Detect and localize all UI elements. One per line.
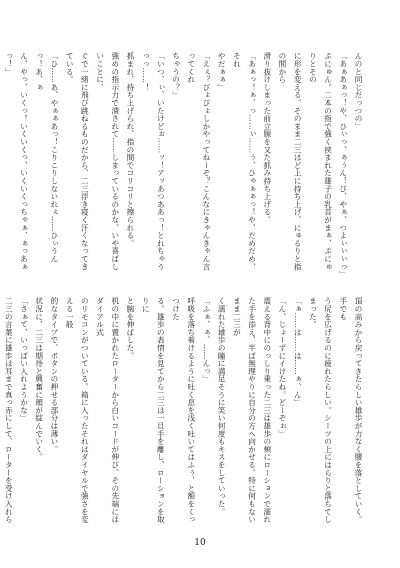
text-line: ぷにゅん。二本の指で強く挟まれた雄子の乳首がまぁ、ぷにゅりとその [308,52,333,271]
text-line: 状況に、二三は期待と興奮に顔が綻んでいく。 [34,297,44,461]
text-line: 呼吸を落ち着けるように吐く息を浅く吐いてはふぅ、と額をくっつけた [171,297,196,524]
text-line: 滑り抜けしまった前立腺を又た抓み持ち上げる。 [262,52,272,224]
text-line: う尻を広げるのに疲れたらしい。シーツの上にはらりと落ちてしまった。 [308,297,333,524]
text-line: 「あぁあぁっ！や、ひぃっ、ぁぅん！び、やぁ、つよぃぃぃっ」 [338,52,348,279]
text-line: 的なタイプで、ボタンの押せる部分は薄い。 [49,297,59,453]
page-number: 10 [194,538,206,548]
text-line: 「あぁっ！ぁ、っ……ぃ……ぅ、ひゃぁぁっ！や、だめだめ、それ [232,52,257,271]
text-line: ちゃうの？」 [171,52,181,99]
text-line: 「いつ、ぃ、いたけどぉ……ッ！アッあつああっ！とれちゃうっっ……！ [141,52,166,271]
text-line: 「えぇ？ぴょぴょしかやってねーぞ？こんなにきゃんきゃん言ってくれ [186,52,211,271]
text-line: のリモコンがついている。箱に入ったそれはダイヤルで強さを変える一般 [65,297,90,524]
text-line: に形を変える。そのまま二三ほど上に持ち上げ、にゅるりと指の間から [277,52,303,271]
text-block-upper [4,52,366,279]
text-line: 「ふぁ、ぁ、……んっ」 [201,297,211,383]
text-line: る。雄歩の表情を見てから二三は一旦手を離し、ローションを取りに [141,297,166,524]
text-line: 抓まれ、持ち上げられ、指の間でコリコリと擦られる。 [125,52,135,247]
text-block-lower [4,297,366,527]
text-line: と腕を伸ばした。 [125,297,135,360]
text-line [0,52,1,277]
text-line: 机の中に置かれたローターから白いコードが伸び、その先端にはダイアル式 [95,297,120,524]
text-line: く濡れた雄歩の瞳に満足そうに笑い何度もキスをしていった。 [217,297,227,516]
text-line: やだぁぁ」 [217,52,227,91]
text-line: 「ん、じょーずにイけたね。どーぞぉ」 [277,297,287,438]
text-line: んのと同じだっつの」 [354,52,363,130]
text-line: ん、やっ、いくっ！いくいくっ、いくいくっちゃぁ、ぁっあぁっ！」 [4,52,29,271]
text-line: 強めの指示力で潰されて……しまっているのかな、いや喜ばしいことに、 [95,52,120,271]
text-line: 震える背中にのっしり乗った二三は雄歩の頬にローションで濡れ [262,297,272,524]
text-line: 「さぁて、いっぱい入れようかな」 [19,297,29,422]
text-line: ぐで一緒に飛び跳ねるものだから、二三浮き寝く汗くなってきている。 [65,52,90,271]
text-line: 「ぁ……は……は……ぁ、ん」 [293,297,303,407]
text-line: た手を添え、半ば無理やりに自分の方へ向かせる。特に何もないまま二三が [232,297,257,524]
text-line: 二三の言葉に雄歩は耳まで真っ赤にして、ローターを受け入れら [4,297,14,524]
text-line: 頂の高みから戻ってきたらしい雄歩が力なく腰を落としていく。手でも [338,297,363,524]
text-line: 「ひ……あ、やぁぁあっ！こりこりしないれぇ……ひぃうんっ！あ、ぁ [34,52,59,263]
